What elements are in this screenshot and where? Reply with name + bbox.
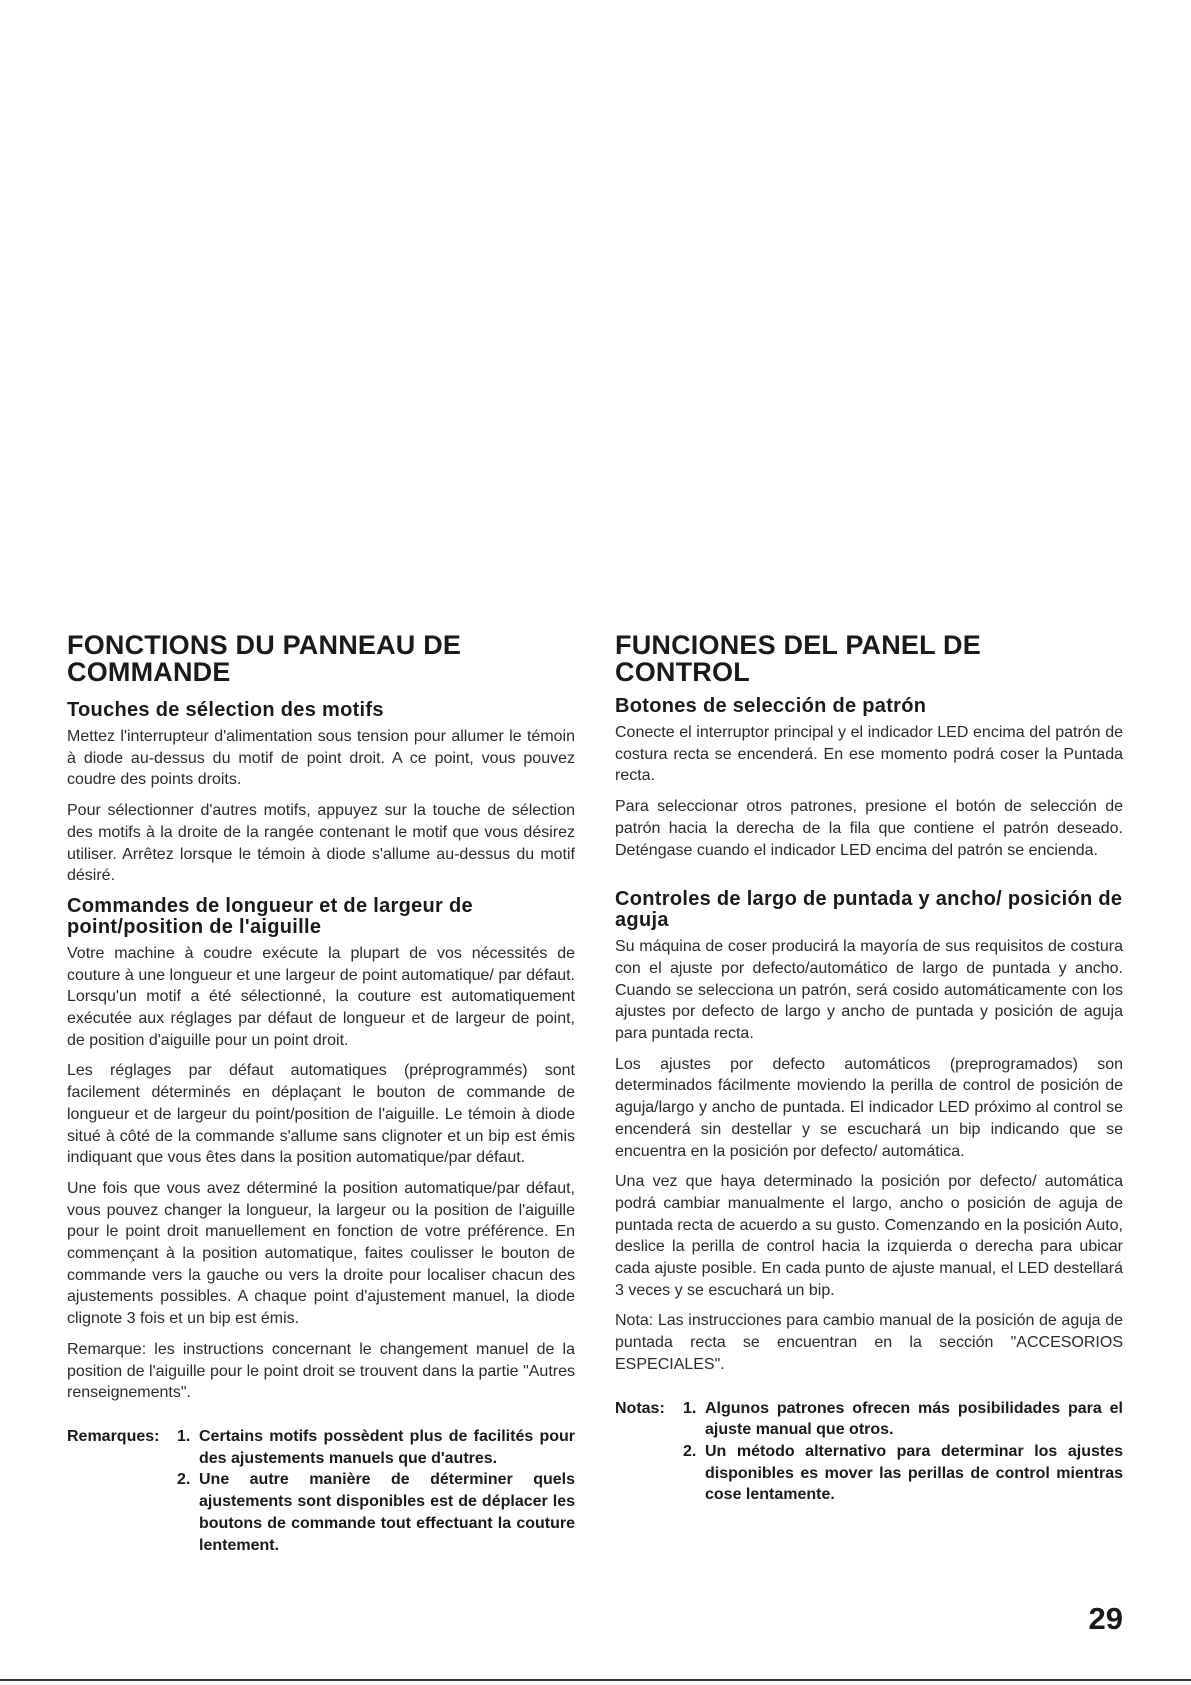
note-item xyxy=(683,1398,1123,1441)
paragraph: Remarque: les instructions concernant le changement manuel de la position de l'aiguille pour le point droit se trouvent dans la partie "Autres renseignements". xyxy=(67,1340,575,1402)
spanish-column xyxy=(615,632,1123,1506)
note-number: 2. xyxy=(683,1442,697,1460)
french-column xyxy=(67,632,575,1556)
bottom-divider xyxy=(0,1679,1191,1681)
note-number: 1. xyxy=(683,1399,697,1417)
paragraph: Conecte el interruptor principal y el indicador LED encima del patrón de costura recta se encenderá. En ese momento podrá coser la Puntada recta. xyxy=(615,724,1123,785)
notes-list xyxy=(683,1398,1123,1507)
subsection-heading: Touches de sélection des motifs xyxy=(67,699,384,721)
paragraph: Para seleccionar otros patrones, presione el botón de selección de patrón hacia la derecha de la fila que contiene el patrón deseado. Deténgase cuando el indicador LED encima del patrón se encienda. xyxy=(615,798,1123,859)
paragraph: Los ajustes por defecto automáticos (preprogramados) son determinados fácilmente moviendo la perilla de control de posición de aguja/largo y ancho de puntada. El indicador LED próximo al control se encenderá sin destellar y se escuchará un bip indicando que se encuentra en la posición por defecto/ automática. xyxy=(615,1055,1123,1160)
subsection-heading: Commandes de longueur et de largeur de point/position de l'aiguille xyxy=(67,894,473,938)
note-text: Algunos patrones ofrecen más posibilidades para el ajuste manual que otros. xyxy=(705,1399,1123,1439)
note-text: Certains motifs possèdent plus de facilités pour des ajustements manuels que d'autres. xyxy=(199,1427,575,1467)
note-number: 1. xyxy=(177,1427,191,1445)
paragraph: Votre machine à coudre exécute la plupart de vos nécessités de couture à une longueur et une largeur de point automatique/ par défaut. Lorsqu'un motif a été sélectionné, la couture est automatiquement exécutée aux réglages par défaut de longueur et de largeur de point, de position d'aiguille pour un point droit. xyxy=(67,944,575,1049)
notes-block xyxy=(615,1398,1123,1507)
paragraph: Su máquina de coser producirá la mayoría de sus requisitos de costura con el ajuste por defecto/automático de largo de puntada y ancho. Cuando se selecciona un patrón, será cosido automáticamente con los ajustes por defecto de largo y ancho de puntada y posición de aguja para puntada recta. xyxy=(615,938,1123,1043)
paragraph: Nota: Las instrucciones para cambio manual de la posición de aguja de puntada recta se encuentran en la sección "ACCESORIOS ESPECIALES". xyxy=(615,1312,1123,1373)
subsection-heading: Botones de selección de patrón xyxy=(615,695,927,717)
notes-list xyxy=(177,1426,575,1556)
paragraph: Pour sélectionner d'autres motifs, appuyez sur la touche de sélection des motifs à la droite de la rangée contenant le motif que vous désirez utiliser. Arrêtez lorsque le témoin à diode s'allume au-dessus du motif désiré. xyxy=(67,802,575,885)
note-item xyxy=(177,1469,575,1556)
note-text: Une autre manière de déterminer quels ajustements sont disponibles est de déplacer les boutons de commande tout effectuant la couture lentement. xyxy=(199,1471,575,1554)
notes-label: Remarques: xyxy=(67,1427,160,1445)
subsection-heading: Controles de largo de puntada y ancho/ posición de aguja xyxy=(615,888,1123,932)
paragraph: Une fois que vous avez déterminé la position automatique/par défaut, vous pouvez changer la longueur, la largeur ou la position de l'aiguille pour le point droit manuellement en fonction de votre préférence. En commençant à la position automatique, faites coulisser le bouton de commande vers la gauche ou vers la droite pour localiser chacun des ajustements possibles. A chaque point d'ajustement manuel, la diode clignote 3 fois et un bip est émis. xyxy=(67,1179,575,1328)
notes-block xyxy=(67,1426,575,1556)
note-item xyxy=(683,1441,1123,1506)
paragraph: Una vez que haya determinado la posición por defecto/ automática podrá cambiar manualmente el largo, ancho o posición de aguja de puntada recta de acuerdo a su gusto. Comenzando en la posición Auto, deslice la perilla de control hacia la izquierda o derecha para ubicar cada ajuste posible. En cada punto de ajuste manual, el LED destellará 3 veces y se escuchará un bip. xyxy=(615,1173,1123,1299)
paragraph: Mettez l'interrupteur d'alimentation sous tension pour allumer le témoin à diode au-dessus du motif de point droit. A ce point, vous pouvez coudre des points droits. xyxy=(67,728,575,789)
section-title: FUNCIONES DEL PANEL DE CONTROL xyxy=(615,630,981,687)
notes-label: Notas: xyxy=(615,1399,665,1417)
note-item xyxy=(177,1426,575,1469)
note-number: 2. xyxy=(177,1471,191,1489)
page-number: 29 xyxy=(1088,1601,1123,1636)
note-text: Un método alternativo para determinar los ajustes disponibles es mover las perillas de control mientras cose lentamente. xyxy=(705,1442,1123,1504)
paragraph: Les réglages par défaut automatiques (préprogrammés) sont facilement déterminés en déplaçant le bouton de commande de longueur et de largeur du point/position de l'aiguille. Le témoin à diode situé à côté de la commande s'allume sans clignoter et un bip est émis indiquant que vous êtes dans la position automatique/par défaut. xyxy=(67,1062,575,1167)
section-title: FONCTIONS DU PANNEAU DE COMMANDE xyxy=(67,630,462,687)
